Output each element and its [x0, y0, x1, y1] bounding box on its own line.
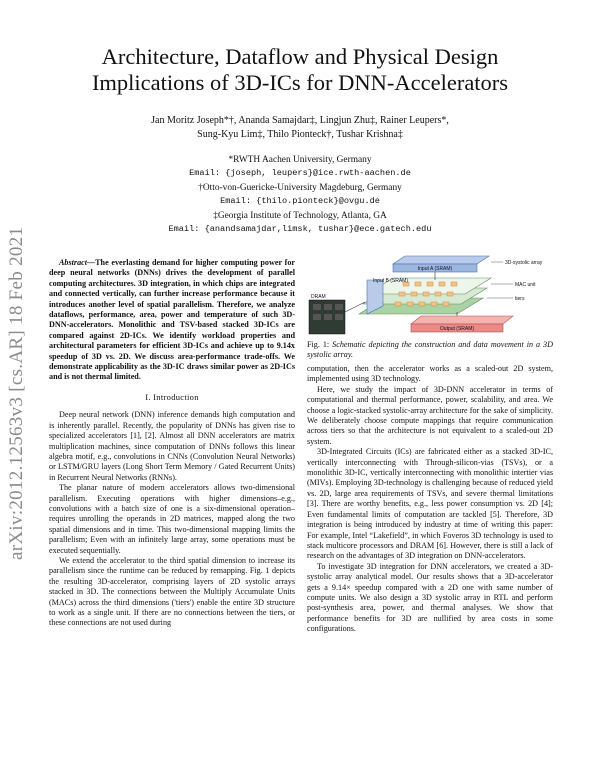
figure-caption	[307, 340, 553, 361]
input-a-sram-top	[393, 256, 489, 264]
mac-unit	[447, 292, 453, 296]
figure-3d-systolic-array	[307, 254, 557, 343]
dram-chip	[324, 304, 332, 310]
affiliation-email: Email: {anandsamajdar,limsk, tushar}@ece.gatech.edu	[168, 224, 432, 234]
title-line-2: Implications of 3D-ICs for DNN-Accelerators	[91, 70, 509, 95]
abstract-text: —The everlasting demand for higher computing power for deep neural networks (DNNs) drives the development of parallel computing architectures. 3D integration, in which chips are integrated and connected vertically, can further increase performance because it introduces another level of spatial parallelism. Therefore, we analyze dataflows, performance, area, power and temperature of such 3D-DNN-accelerators. Monolithic and TSV-based stacked 3D-ICs are compared against 2D-ICs. We identify workload properties and architectural parameters for efficient 3D-ICs and achieve up to 9.14x speedup of 3D vs. 2D. We discuss area-performance trade-offs. We demonstrate applicability as the 3D-IC draws similar power as 2D-ICs and is not thermal limited.	[49, 258, 295, 382]
affiliation-name: ‡Georgia Institute of Technology, Atlanta, GA	[213, 211, 387, 221]
systolic-label: 3D-systolic array	[505, 260, 543, 266]
mac-label: MAC unit	[515, 282, 536, 288]
title-line-1: Architecture, Dataflow and Physical Design	[101, 44, 499, 69]
arxiv-stamp-text: arXiv:2012.12563v3 [cs.AR] 18 Feb 2021	[6, 226, 27, 560]
authors-line-2: Sung-Kyu Lim‡, Thilo Pionteck†, Tushar Krishna‡	[197, 129, 403, 140]
abstract	[49, 258, 295, 383]
dram-chip	[313, 314, 321, 320]
tiers-label: tiers	[515, 296, 525, 302]
caption-label: Fig. 1:	[307, 340, 330, 349]
paper-title	[40, 44, 560, 96]
paragraph: 3D-Integrated Circuits (ICs) are fabricated either as a stacked 3D-IC, vertically interconnecting with Through-silicon-vias (TSVs), or a monolithic 3D-IC, vertically interconnecting with monolithic intertier vias (MIVs). Employing 3D-technology is challenging because of reduced yield vs. 2D, large area requirements of TSVs, and severe thermal limitations [3]. There are worthy benefits, e.g., less power consumption vs. 2D [4]; Even fundamental limits of computation are tackled [5]. Therefore, 3D integration is being introduced by industry at time of writing this paper: For example, Intel “Lakefield”, in which Foveros 3D technology is used to stack multicore processors and DRAM [6]. However, there is still a lack of research on the advantages of 3D integration on DNN-accelerators.	[307, 447, 553, 561]
affiliation-ovgu	[60, 182, 540, 208]
mac-unit	[435, 292, 441, 296]
mac-unit	[431, 302, 437, 306]
affiliation-name: *RWTH Aachen University, Germany	[228, 155, 372, 165]
mac-unit	[427, 282, 433, 286]
paragraph: We extend the accelerator to the third spatial dimension to increase its parallelism since the runtime can be reduced by remapping. Fig. 1 depicts the resulting 3D-accelerator, comprising layers of 2D systolic arrays stacked in 3D. The connections between the Multiply Accumulate Units (MACs) across the third dimensions ('tiers') enable the entire 3D structure to work as a single unit. If there are no connections between the tiers, or these connections are not used during	[49, 555, 295, 628]
right-column	[307, 364, 553, 635]
affiliation-email: Email: {joseph, leupers}@ice.rwth-aachen.de	[189, 168, 411, 178]
dram-chip	[313, 304, 321, 310]
section-heading-introduction: I. Introduction	[145, 391, 199, 402]
output-label: Output (SRAM)	[439, 326, 475, 332]
dram-label: DRAM	[311, 294, 326, 300]
mac-unit	[395, 302, 401, 306]
mac-unit	[439, 282, 445, 286]
paragraph: Deep neural network (DNN) inference demands high computation and is inherently parallel. Recently, the popularity of DNNs has given rise to specialized accelerators [1], [2]. Almost all DNN accelerators are matrix multiplication machines, since computation of DNNs follows this linear algebra motif, e.g., convolutions in CNNs (Convolution Neural Networks) or LSTM/GRU layers (Long Short Term Memory / Gated Recurrent Units) in Recurrent Neural Networks (RNNs).	[49, 410, 295, 482]
dram-chip	[335, 314, 343, 320]
arxiv-stamp	[6, 226, 46, 580]
dram-chip	[324, 314, 332, 320]
mac-unit	[415, 282, 421, 286]
affiliation-email: Email: {thilo.pionteck}@ovgu.de	[220, 196, 380, 206]
mac-unit	[411, 292, 417, 296]
input-a-label: Input A (SRAM)	[417, 266, 453, 272]
paragraph: The planar nature of modern accelerators allows two-dimensional parallelism. Executing operations with higher dimensions–e.g., convolutions with a batch size of one is a six-dimensional operation–requires unrolling the operands in 2D matrices, mapped along the two spatial dimensions and in time. This two-dimensional mapping limits the parallelism; Even with an infinitely large array, some operations must be executed sequentially.	[49, 483, 295, 555]
abstract-label: Abstract	[59, 258, 87, 267]
caption-text: Schematic depicting the construction and data movement in a 3D systolic array.	[307, 340, 553, 360]
mac-unit	[451, 282, 457, 286]
affiliation-name: †Otto-von-Guericke-University Magdeburg, Germany	[198, 183, 402, 193]
mac-unit	[399, 292, 405, 296]
left-column	[49, 258, 295, 629]
author-list	[60, 114, 540, 142]
mac-unit	[407, 302, 413, 306]
affiliation-gatech	[60, 210, 540, 236]
dram-chip	[335, 304, 343, 310]
affiliation-rwth	[60, 154, 540, 180]
paragraph: Here, we study the impact of 3D-DNN accelerator in terms of computational and thermal performance, power, scalability, and area. We choose a logic-stacked systolic-array architecture for the sake of simplicity. We deliberately choose compute mappings that require communication across tiers so that the architecture is not equivalent to a scaled-out 2D system.	[307, 384, 553, 446]
paragraph: To investigate 3D integration for DNN accelerators, we created a 3D-systolic array analytical model. Our results shows that a 3D-accelerator gets a 9.14× speedup compared with a 2D one with same number of compute units. We also design a 3D systolic array in RTL and perform post-synthesis area, power, and thermal analyses. We show that performance benefits for 3D are nullified by area costs in some configurations.	[307, 561, 553, 634]
output-sram-top	[411, 316, 513, 324]
paragraph: computation, then the accelerator works as a scaled-out 2D system, implemented using 3D technology.	[307, 364, 553, 384]
mac-unit	[443, 302, 449, 306]
mac-unit	[423, 292, 429, 296]
systolic-array-diagram	[307, 254, 557, 338]
authors-line-1: Jan Moritz Joseph*†, Ananda Samajdar‡, Lingjun Zhu‡, Rainer Leupers*,	[151, 115, 449, 126]
data-arrow	[345, 302, 365, 312]
mac-unit	[419, 302, 425, 306]
input-b-label: Input B (SRAM)	[373, 278, 409, 284]
